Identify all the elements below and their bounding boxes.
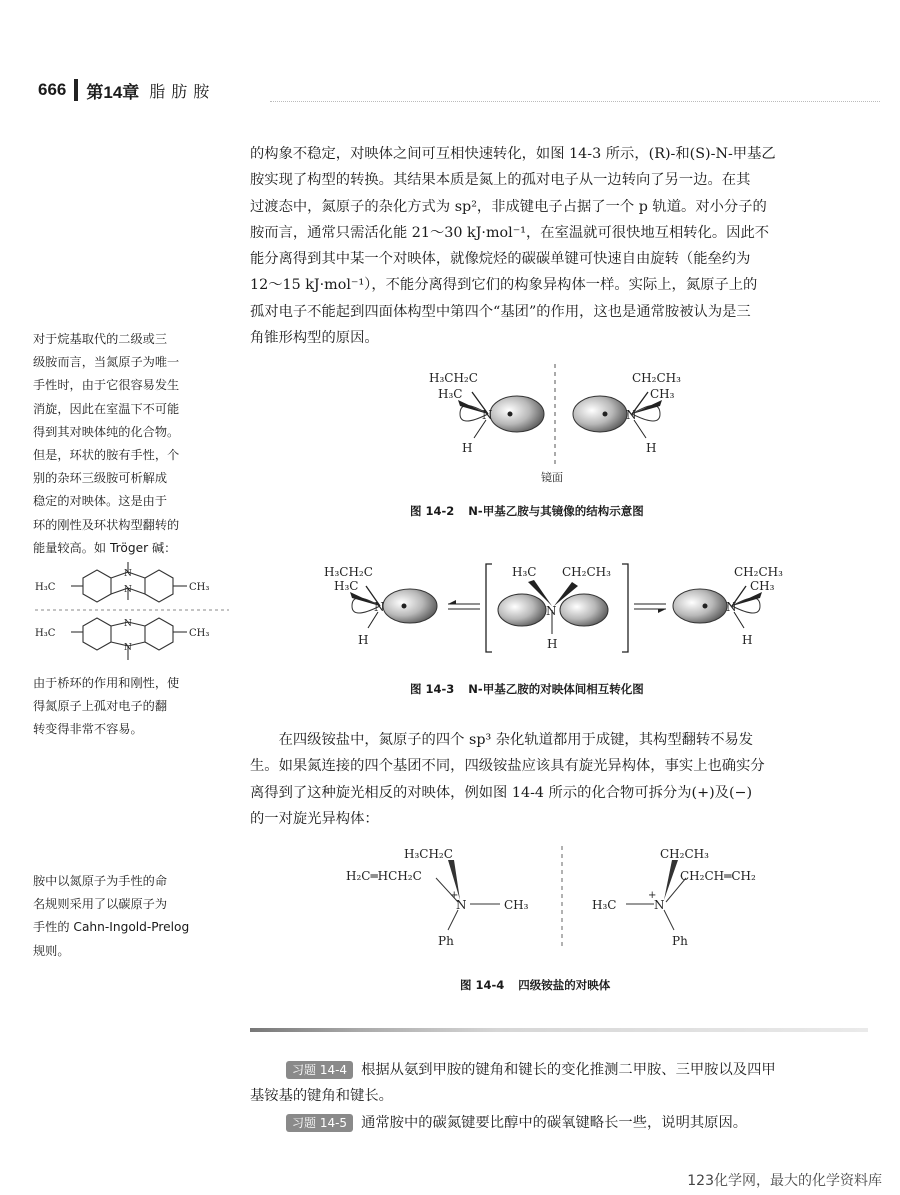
ethyl-label: CH₂CH₃ [660,847,709,861]
methyl-label: H₃C [438,387,463,401]
side-line: 环的刚性及环状构型翻转的 [33,517,180,532]
page-number: 666 [38,80,67,99]
caption-number: 图 14-4 [460,978,505,992]
side-line: 由于桥环的作用和刚性，使 [33,676,180,690]
side-line: 胺中以氮原子为手性的命 [33,874,168,888]
methyl-label: H₃C [334,579,359,593]
troger-methyl-l: H₃C [35,628,56,639]
ph-label: Ph [672,934,688,948]
troger-n: N [124,569,132,579]
ethyl-label: H₃CH₂C [324,565,373,579]
n-label: N [546,604,557,618]
figure-14-4-caption [460,977,610,993]
watermark: 123化学网，最大的化学资料库 [687,1173,882,1189]
h-label: H [742,633,753,647]
ethyl-label: CH₂CH₃ [632,371,681,385]
n-label: N [482,408,493,422]
exercise-14-4 [250,1057,868,1109]
troger-n: N [124,643,132,653]
exercise-badge: 习题 14-4 [286,1061,353,1079]
n-label: N [726,600,737,614]
text-line: 在四级铵盐中，氮原子的四个 sp³ 杂化轨道都用于成键，其构型翻转不易发 [278,732,754,748]
caption-text: 四级铵盐的对映体 [518,978,611,992]
text-line: 离得到了这种旋光相反的对映体，例如图 14-4 所示的化合物可拆分为(+)及(−) [250,784,753,801]
sidebar-note-bridge [33,672,231,742]
methyl-label: CH₃ [504,898,529,912]
figure-14-2-diagram [400,362,720,472]
n-label: N [456,898,467,912]
side-line: 转变得非常不容易。 [33,722,143,737]
side-line: 消旋，因此在室温下不可能 [33,401,180,416]
mirror-label: 镜面 [541,471,563,484]
n-label: N [374,600,385,614]
ethyl-label: H₃CH₂C [404,847,453,861]
side-line: 能量较高。如 Tröger 碱： [33,540,177,555]
plus-label: + [450,890,459,901]
exercise-14-5 [250,1110,868,1136]
side-line: 手性时，由于它很容易发生 [33,378,180,393]
caption-text: N-甲基乙胺的对映体间相互转化图 [468,682,644,696]
caption-number: 图 14-3 [410,682,455,696]
ethyl-label: H₃CH₂C [429,371,478,385]
text-line: 的一对旋光异构体： [250,810,379,827]
side-line: 得到其对映体纯的化合物。 [33,424,180,439]
exercise-text: 通常胺中的碳氮键要比醇中的碳氧键略长一些，说明其原因。 [361,1115,748,1131]
text-line: 12～15 kJ·mol⁻¹），不能分离得到它们的构象异构体一样。实际上，氮原子上的 [250,277,758,294]
h-label: H [358,633,369,647]
side-line: 级胺而言，当氮原子为唯一 [33,355,180,370]
text-line: 过渡态中，氮原子的杂化方式为 sp²，非成键电子占据了一个 p 轨道。对小分子的 [250,198,767,215]
caption-text: N-甲基乙胺与其镜像的结构示意图 [468,504,644,518]
allyl-label: CH₂CH═CH₂ [680,869,756,883]
h-label: H [646,441,657,455]
troger-methyl-r: CH₃ [189,628,210,639]
exercise-text: 根据从氨到甲胺的键角和键长的变化推测二甲胺、三甲胺以及四甲 [361,1062,776,1078]
ethyl-label: CH₂CH₃ [562,565,611,579]
troger-n: N [124,619,132,629]
troger-methyl-r: CH₃ [189,582,210,593]
side-line: 对于烷基取代的二级或三 [33,332,168,346]
text-line: 生。如果氮连接的四个基团不同，四级铵盐应该具有旋光异构体，事实上也确实分 [250,758,765,775]
n-label: N [654,898,665,912]
ph-label: Ph [438,934,454,948]
caption-number: 图 14-2 [410,504,455,518]
side-line: 手性的 Cahn-Ingold-Prelog [33,920,190,935]
page-header [38,76,215,104]
exercise-text: 基铵基的键角和键长。 [250,1088,393,1104]
h-label: H [547,637,558,651]
methyl-label: H₃C [592,898,617,912]
main-paragraph-1 [250,141,868,351]
chapter-title: 脂肪胺 [149,81,216,101]
text-line: 角锥形构型的原因。 [250,330,379,347]
sidebar-note-cip [33,870,231,963]
text-line: 胺实现了构型的转换。其结果本质是氮上的孤对电子从一边转向了另一边。在其 [250,172,751,189]
side-line: 规则。 [33,943,70,958]
header-divider [74,79,78,101]
troger-n: N [124,585,132,595]
figure-14-3-caption [410,681,644,697]
methyl-label: CH₃ [750,579,775,593]
text-line: 能分离得到其中某一个对映体，就像烷烃的碳碳单键可快速自由旋转（能垒约为 [250,251,751,268]
side-line: 但是，环状的胺有手性，个 [33,448,180,463]
methyl-label: H₃C [512,565,537,579]
figure-14-2-caption [410,503,644,519]
side-line: 稳定的对映体。这是由于 [33,494,168,509]
text-line: 的构象不稳定，对映体之间可互相快速转化，如图 14-3 所示，(R)-和(S)-N-甲基乙 [250,146,776,162]
troger-methyl-l: H₃C [35,582,56,593]
side-line: 名规则采用了以碳原子为 [33,897,168,912]
header-rule [270,101,880,102]
sidebar-note-troger [33,328,231,560]
text-line: 孤对电子不能起到四面体构型中第四个“基团”的作用，这也是通常胺被认为是三 [250,303,751,320]
h-label: H [462,441,473,455]
ethyl-label: CH₂CH₃ [734,565,783,579]
chapter-number: 第14章 [86,82,140,102]
exercise-badge: 习题 14-5 [286,1114,353,1132]
side-line: 别的杂环三级胺可析解成 [33,471,168,486]
n-label: N [626,408,637,422]
methyl-label: CH₃ [650,387,675,401]
figure-14-4-diagram [340,842,790,954]
text-line: 胺而言，通常只需活化能 21～30 kJ·mol⁻¹，在室温就可很快地互相转化。因此不 [250,224,770,241]
plus-label: + [648,890,657,901]
troger-base-diagram [33,560,233,670]
allyl-label: H₂C═HCH₂C [346,869,422,883]
exercise-separator [250,1028,868,1032]
side-line: 得氮原子上孤对电子的翻 [33,699,168,714]
main-paragraph-2 [250,727,868,832]
figure-14-3-diagram [322,560,802,660]
